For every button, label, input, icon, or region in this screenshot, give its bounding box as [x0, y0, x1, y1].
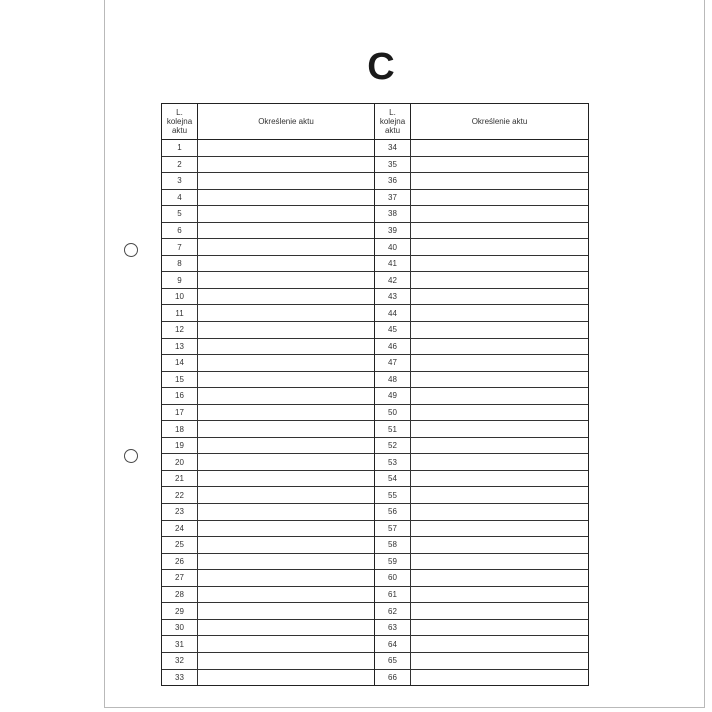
row-number: 47: [375, 355, 411, 371]
form-sheet: [104, 0, 705, 708]
row-number: 65: [375, 653, 411, 669]
row-number: 8: [162, 256, 198, 272]
row-number: 66: [375, 670, 411, 686]
table-row: [162, 537, 374, 554]
row-number: 1: [162, 140, 198, 156]
table-row: [162, 438, 374, 455]
row-description-cell[interactable]: [198, 487, 374, 503]
table-row: [375, 554, 588, 571]
row-description-cell[interactable]: [198, 603, 374, 619]
row-number: 46: [375, 339, 411, 355]
table-row: [162, 504, 374, 521]
row-number: 43: [375, 289, 411, 305]
row-description-cell[interactable]: [198, 670, 374, 686]
row-description-cell[interactable]: [198, 157, 374, 173]
table-row: [162, 355, 374, 372]
row-description-cell[interactable]: [411, 670, 588, 686]
table-row: [375, 173, 588, 190]
row-description-cell[interactable]: [411, 173, 588, 189]
table-row: [162, 173, 374, 190]
row-description-cell[interactable]: [411, 487, 588, 503]
header-number-line: L.: [176, 108, 183, 117]
table-row: [375, 256, 588, 273]
row-description-cell[interactable]: [411, 504, 588, 520]
row-description-cell[interactable]: [411, 570, 588, 586]
header-description-label: Określenie aktu: [258, 117, 314, 126]
punch-hole-bottom: [124, 449, 138, 463]
header-number-label: [375, 104, 411, 139]
register-column-left: [162, 104, 375, 685]
table-row: [162, 636, 374, 653]
row-number: 16: [162, 388, 198, 404]
row-description-cell[interactable]: [198, 239, 374, 255]
table-row: [375, 421, 588, 438]
table-row: [375, 504, 588, 521]
table-row: [162, 405, 374, 422]
row-description-cell[interactable]: [198, 405, 374, 421]
table-row: [162, 471, 374, 488]
row-description-cell[interactable]: [198, 190, 374, 206]
row-description-cell[interactable]: [198, 206, 374, 222]
row-number: 21: [162, 471, 198, 487]
row-description-cell[interactable]: [198, 570, 374, 586]
table-row: [375, 322, 588, 339]
row-number: 29: [162, 603, 198, 619]
row-number: 53: [375, 454, 411, 470]
row-description-cell[interactable]: [198, 256, 374, 272]
table-row: [375, 537, 588, 554]
row-number: 57: [375, 521, 411, 537]
row-description-cell[interactable]: [198, 388, 374, 404]
table-row: [162, 388, 374, 405]
table-row: [375, 471, 588, 488]
row-number: 32: [162, 653, 198, 669]
row-description-cell[interactable]: [411, 190, 588, 206]
row-description-cell[interactable]: [411, 140, 588, 156]
row-description-cell[interactable]: [198, 653, 374, 669]
table-row: [162, 239, 374, 256]
row-description-cell[interactable]: [198, 521, 374, 537]
table-row: [375, 521, 588, 538]
table-row: [375, 305, 588, 322]
row-number: 58: [375, 537, 411, 553]
row-number: 24: [162, 521, 198, 537]
table-row: [375, 272, 588, 289]
row-description-cell[interactable]: [198, 636, 374, 652]
row-number: 34: [375, 140, 411, 156]
row-description-cell[interactable]: [411, 554, 588, 570]
row-number: 44: [375, 305, 411, 321]
row-description-cell[interactable]: [198, 355, 374, 371]
row-description-cell[interactable]: [411, 388, 588, 404]
acts-register-table: [161, 103, 589, 686]
row-description-cell[interactable]: [198, 504, 374, 520]
row-number: 52: [375, 438, 411, 454]
table-row: [162, 289, 374, 306]
row-description-cell[interactable]: [411, 272, 588, 288]
row-number: 28: [162, 587, 198, 603]
table-row: [375, 405, 588, 422]
row-description-cell[interactable]: [411, 636, 588, 652]
header-number-line: aktu: [384, 126, 401, 135]
table-row: [162, 587, 374, 604]
row-number: 50: [375, 405, 411, 421]
row-number: 63: [375, 620, 411, 636]
row-number: 64: [375, 636, 411, 652]
row-description-cell[interactable]: [411, 355, 588, 371]
row-description-cell[interactable]: [411, 421, 588, 437]
table-row: [375, 355, 588, 372]
row-number: 27: [162, 570, 198, 586]
row-number: 49: [375, 388, 411, 404]
row-description-cell[interactable]: [411, 438, 588, 454]
row-number: 51: [375, 421, 411, 437]
row-number: 14: [162, 355, 198, 371]
row-description-cell[interactable]: [411, 471, 588, 487]
row-description-cell[interactable]: [198, 140, 374, 156]
row-description-cell[interactable]: [411, 454, 588, 470]
table-row: [162, 554, 374, 571]
row-number: 60: [375, 570, 411, 586]
row-description-cell[interactable]: [411, 157, 588, 173]
row-description-cell[interactable]: [411, 322, 588, 338]
table-row: [375, 570, 588, 587]
row-number: 42: [375, 272, 411, 288]
table-row: [375, 438, 588, 455]
row-number: 23: [162, 504, 198, 520]
row-number: 4: [162, 190, 198, 206]
row-description-cell[interactable]: [411, 372, 588, 388]
table-header-left: [162, 104, 374, 140]
row-number: 62: [375, 603, 411, 619]
row-description-cell[interactable]: [411, 405, 588, 421]
row-description-cell[interactable]: [411, 587, 588, 603]
row-description-cell[interactable]: [411, 603, 588, 619]
row-number: 9: [162, 272, 198, 288]
row-number: 11: [162, 305, 198, 321]
row-number: 37: [375, 190, 411, 206]
table-row: [162, 570, 374, 587]
table-row: [375, 670, 588, 686]
row-number: 48: [375, 372, 411, 388]
table-row: [162, 206, 374, 223]
table-row: [162, 339, 374, 356]
table-row: [375, 339, 588, 356]
row-number: 56: [375, 504, 411, 520]
row-description-cell[interactable]: [198, 289, 374, 305]
row-description-cell[interactable]: [411, 620, 588, 636]
register-column-right: [375, 104, 588, 685]
row-number: 45: [375, 322, 411, 338]
table-row: [162, 487, 374, 504]
row-number: 2: [162, 157, 198, 173]
row-number: 55: [375, 487, 411, 503]
table-row: [162, 223, 374, 240]
row-number: 40: [375, 239, 411, 255]
row-number: 15: [162, 372, 198, 388]
table-row: [375, 190, 588, 207]
row-description-cell[interactable]: [411, 305, 588, 321]
table-row: [375, 487, 588, 504]
header-number-line: L.: [389, 108, 396, 117]
section-letter: C: [367, 46, 395, 88]
row-description-cell[interactable]: [411, 256, 588, 272]
row-description-cell[interactable]: [198, 339, 374, 355]
row-number: 10: [162, 289, 198, 305]
row-number: 59: [375, 554, 411, 570]
table-row: [162, 305, 374, 322]
table-row: [162, 421, 374, 438]
row-description-cell[interactable]: [198, 554, 374, 570]
row-description-cell[interactable]: [411, 537, 588, 553]
row-description-cell[interactable]: [198, 454, 374, 470]
table-row: [162, 272, 374, 289]
row-number: 36: [375, 173, 411, 189]
row-description-cell[interactable]: [198, 173, 374, 189]
row-description-cell[interactable]: [411, 206, 588, 222]
table-row: [375, 587, 588, 604]
table-row: [162, 190, 374, 207]
table-row: [162, 322, 374, 339]
row-number: 12: [162, 322, 198, 338]
row-description-cell[interactable]: [411, 239, 588, 255]
table-row: [162, 256, 374, 273]
row-number: 17: [162, 405, 198, 421]
header-number-line: kolejna: [166, 117, 193, 126]
row-number: 38: [375, 206, 411, 222]
row-description-cell[interactable]: [411, 653, 588, 669]
row-number: 3: [162, 173, 198, 189]
table-row: [162, 454, 374, 471]
row-number: 26: [162, 554, 198, 570]
row-number: 19: [162, 438, 198, 454]
table-row: [375, 636, 588, 653]
row-number: 22: [162, 487, 198, 503]
row-number: 6: [162, 223, 198, 239]
row-number: 5: [162, 206, 198, 222]
table-row: [375, 454, 588, 471]
row-number: 25: [162, 537, 198, 553]
row-description-cell[interactable]: [198, 372, 374, 388]
row-number: 54: [375, 471, 411, 487]
row-description-cell[interactable]: [411, 521, 588, 537]
table-row: [375, 239, 588, 256]
rows-right: [375, 140, 588, 685]
table-row: [162, 157, 374, 174]
row-description-cell[interactable]: [198, 272, 374, 288]
row-description-cell[interactable]: [411, 223, 588, 239]
row-number: 61: [375, 587, 411, 603]
table-row: [162, 603, 374, 620]
row-number: 20: [162, 454, 198, 470]
row-number: 31: [162, 636, 198, 652]
row-description-cell[interactable]: [198, 587, 374, 603]
row-description-cell[interactable]: [198, 223, 374, 239]
row-description-cell[interactable]: [198, 620, 374, 636]
row-number: 33: [162, 670, 198, 686]
punch-hole-top: [124, 243, 138, 257]
row-number: 13: [162, 339, 198, 355]
table-row: [375, 388, 588, 405]
table-row: [375, 140, 588, 157]
table-row: [162, 372, 374, 389]
row-description-cell[interactable]: [198, 322, 374, 338]
row-number: 35: [375, 157, 411, 173]
row-description-cell[interactable]: [198, 421, 374, 437]
table-row: [375, 372, 588, 389]
table-row: [375, 603, 588, 620]
row-number: 7: [162, 239, 198, 255]
table-row: [162, 620, 374, 637]
row-number: 41: [375, 256, 411, 272]
row-description-cell[interactable]: [411, 289, 588, 305]
row-number: 30: [162, 620, 198, 636]
table-row: [375, 223, 588, 240]
row-description-cell[interactable]: [411, 339, 588, 355]
table-row: [162, 521, 374, 538]
header-number-line: aktu: [171, 126, 188, 135]
row-description-cell[interactable]: [198, 305, 374, 321]
row-description-cell[interactable]: [198, 537, 374, 553]
header-number-line: kolejna: [379, 117, 406, 126]
table-row: [162, 670, 374, 686]
rows-left: [162, 140, 374, 685]
header-description-label: Określenie aktu: [471, 117, 528, 126]
table-row: [375, 289, 588, 306]
row-number: 18: [162, 421, 198, 437]
table-header-right: [375, 104, 588, 140]
table-row: [375, 157, 588, 174]
row-description-cell[interactable]: [198, 438, 374, 454]
table-row: [375, 620, 588, 637]
table-row: [162, 653, 374, 670]
row-number: 39: [375, 223, 411, 239]
row-description-cell[interactable]: [198, 471, 374, 487]
table-row: [375, 206, 588, 223]
table-row: [162, 140, 374, 157]
table-row: [375, 653, 588, 670]
header-number-label: [162, 104, 198, 139]
